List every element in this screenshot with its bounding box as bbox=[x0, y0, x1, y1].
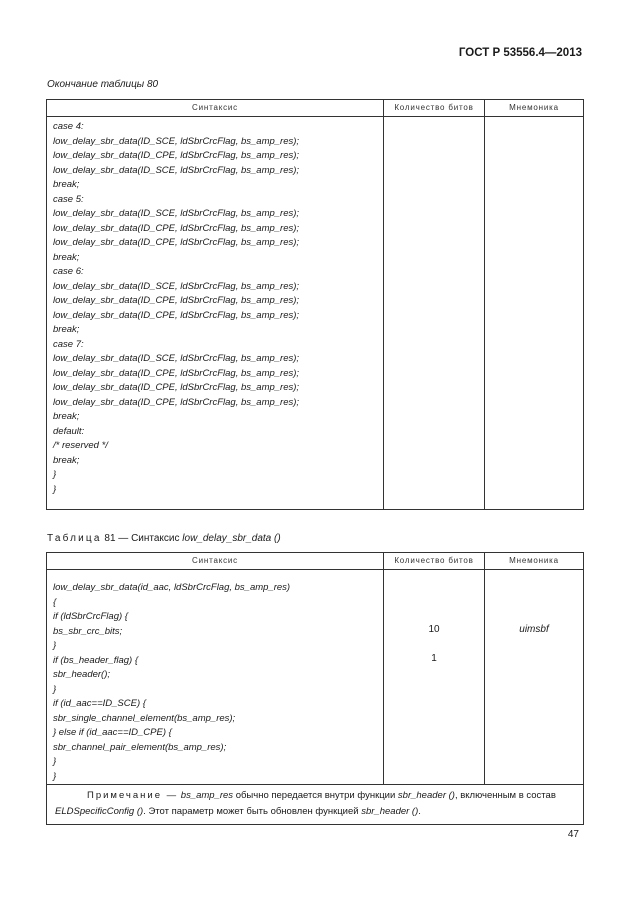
code-line: sbr_single_channel_element(bs_amp_res); bbox=[53, 712, 236, 724]
code-line: low_delay_sbr_data(ID_CPE, ldSbrCrcFlag, bs_amp_res); bbox=[53, 222, 300, 234]
bits-value-header-flag: 1 bbox=[431, 653, 437, 664]
code-line: case 6: bbox=[53, 266, 84, 277]
code-line: low_delay_sbr_data(ID_CPE, ldSbrCrcFlag, bs_amp_res); bbox=[53, 309, 300, 321]
code-line: low_delay_sbr_data(ID_CPE, ldSbrCrcFlag, bs_amp_res); bbox=[53, 367, 300, 379]
code-line: } bbox=[53, 640, 57, 651]
table-81-body-row bbox=[47, 570, 584, 785]
code-line: default: bbox=[53, 425, 85, 437]
column-header-mnemonic: Мнемоника bbox=[485, 100, 584, 117]
code-line: { bbox=[53, 596, 57, 608]
code-line: } bbox=[53, 683, 57, 695]
code-line: break; bbox=[53, 324, 80, 335]
syntax-cell bbox=[47, 570, 384, 785]
code-line: } bbox=[53, 756, 57, 767]
bits-value-crc: 10 bbox=[428, 624, 440, 635]
code-line: low_delay_sbr_data(ID_SCE, ldSbrCrcFlag, bs_amp_res); bbox=[53, 280, 300, 292]
code-line: if (bs_header_flag) { bbox=[53, 654, 139, 666]
table-81-header-row bbox=[47, 553, 584, 570]
table-81-caption-prefix: Таблица bbox=[47, 533, 102, 544]
code-line: case 5: bbox=[53, 193, 84, 205]
note-func-3: sbr_header () bbox=[361, 806, 419, 817]
column-header-syntax: Синтаксис bbox=[47, 100, 384, 117]
code-line: low_delay_sbr_data(ID_SCE, ldSbrCrcFlag, bs_amp_res); bbox=[53, 353, 300, 364]
note-cell bbox=[47, 785, 584, 825]
table-81-caption bbox=[47, 533, 281, 544]
column-header-mnemonic: Мнемоника bbox=[485, 553, 584, 570]
mnemonic-value: uimsbf bbox=[519, 624, 549, 635]
document-code: ГОСТ Р 53556.4—2013 bbox=[458, 47, 582, 59]
syntax-cell bbox=[47, 117, 384, 510]
code-line: break; bbox=[53, 251, 80, 263]
table-80-caption: Окончание таблицы 80 bbox=[47, 79, 159, 90]
code-line: sbr_header(); bbox=[53, 669, 111, 680]
column-header-syntax: Синтаксис bbox=[47, 553, 384, 570]
table-81-caption-function: low_delay_sbr_data () bbox=[182, 533, 281, 544]
code-line: } bbox=[53, 469, 57, 480]
code-line: case 4: bbox=[53, 121, 84, 132]
bits-cell bbox=[384, 570, 485, 785]
table-80-header-row bbox=[47, 100, 584, 117]
code-line: /* reserved */ bbox=[53, 440, 108, 451]
code-line: bs_sbr_crc_bits; bbox=[53, 625, 123, 637]
code-line: sbr_channel_pair_element(bs_amp_res); bbox=[53, 741, 227, 753]
code-line: if (ldSbrCrcFlag) { bbox=[53, 611, 128, 622]
code-line: low_delay_sbr_data(ID_CPE, ldSbrCrcFlag, bs_amp_res); bbox=[53, 396, 300, 408]
code-line: } bbox=[53, 483, 57, 495]
code-line: if (id_aac==ID_SCE) { bbox=[53, 698, 146, 709]
note-text-4: . bbox=[418, 806, 421, 817]
code-line: low_delay_sbr_data(id_aac, ldSbrCrcFlag, bs_amp_res) bbox=[53, 582, 291, 593]
table-81-caption-number: 81 — Синтаксис bbox=[104, 533, 180, 544]
note-func-2: ELDSpecificConfig () bbox=[55, 806, 144, 817]
table-81 bbox=[46, 552, 584, 825]
code-line: } else if (id_aac==ID_CPE) { bbox=[53, 727, 172, 738]
table-81-note-row bbox=[47, 785, 584, 825]
code-line: low_delay_sbr_data(ID_CPE, ldSbrCrcFlag, bs_amp_res); bbox=[53, 295, 300, 306]
note-param: bs_amp_res bbox=[180, 790, 234, 801]
code-line: low_delay_sbr_data(ID_CPE, ldSbrCrcFlag, bs_amp_res); bbox=[53, 150, 300, 161]
note-text-3: . Этот параметр может быть обновлен функцией bbox=[143, 806, 359, 817]
code-line: break; bbox=[53, 454, 80, 466]
note-func-1: sbr_header () bbox=[397, 790, 455, 801]
code-line: low_delay_sbr_data(ID_CPE, ldSbrCrcFlag, bs_amp_res); bbox=[53, 382, 300, 393]
code-line: } bbox=[53, 770, 57, 782]
syntax-code-block bbox=[53, 120, 383, 497]
table-80-body-row bbox=[47, 117, 584, 510]
note-text-2: , включенным в состав bbox=[454, 790, 556, 801]
code-line: low_delay_sbr_data(ID_SCE, ldSbrCrcFlag, bs_amp_res); bbox=[53, 208, 300, 219]
note-text-1: обычно передается внутри функции bbox=[235, 790, 396, 801]
bits-cell bbox=[384, 117, 485, 510]
code-line: low_delay_sbr_data(ID_SCE, ldSbrCrcFlag, bs_amp_res); bbox=[53, 164, 300, 176]
column-header-bits: Количество битов bbox=[384, 553, 485, 570]
code-line: break; bbox=[53, 179, 80, 190]
table-80 bbox=[46, 99, 584, 510]
column-header-bits: Количество битов bbox=[384, 100, 485, 117]
note-prefix: Примечание — bbox=[87, 790, 179, 801]
code-line: low_delay_sbr_data(ID_SCE, ldSbrCrcFlag, bs_amp_res); bbox=[53, 135, 300, 147]
code-line: case 7: bbox=[53, 338, 84, 350]
code-line: break; bbox=[53, 411, 80, 422]
mnemonic-cell bbox=[485, 117, 584, 510]
code-line: low_delay_sbr_data(ID_CPE, ldSbrCrcFlag, bs_amp_res); bbox=[53, 237, 300, 248]
page-number: 47 bbox=[567, 829, 579, 840]
mnemonic-cell bbox=[485, 570, 584, 785]
syntax-code-block bbox=[53, 581, 383, 784]
